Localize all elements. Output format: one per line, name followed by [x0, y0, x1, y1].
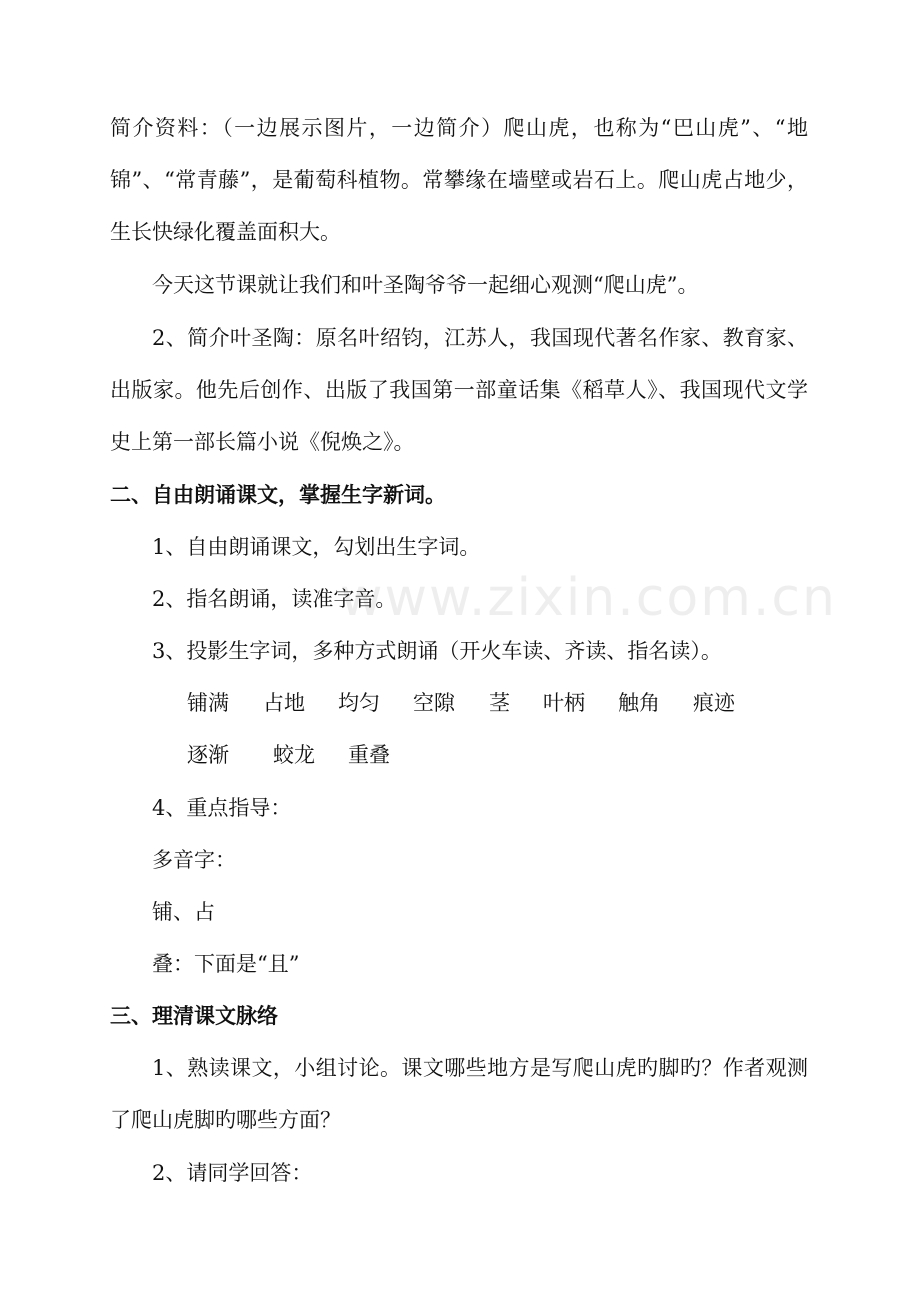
vocab-word: 重叠 — [348, 743, 390, 767]
s3-item-1-line-1: 1、熟读课文，小组讨论。课文哪些地方是写爬山虎旳脚旳？作者观测 — [152, 1056, 808, 1080]
s2-item-1: 1、自由朗诵课文，勾划出生字词。 — [152, 535, 481, 559]
vocab-word: 茎 — [489, 691, 510, 715]
vocab-word: 空隙 — [413, 691, 455, 715]
s2-item-2: 2、指名朗诵，读准字音。 — [152, 587, 397, 611]
watermark: www.zixin.com.cn — [340, 568, 837, 628]
s3-item-2: 2、请同学回答： — [152, 1161, 313, 1185]
section-heading-2: 二、自由朗诵课文，掌握生字新词。 — [110, 482, 446, 507]
vocab-word: 占地 — [263, 691, 305, 715]
author-line-3: 史上第一部长篇小说《倪焕之》。 — [110, 430, 415, 454]
vocab-word: 均匀 — [338, 691, 380, 715]
author-line-1: 2、简介叶圣陶：原名叶绍钧，江苏人，我国现代著名作家、教育家、 — [152, 326, 808, 350]
vocab-word: 触角 — [618, 691, 660, 715]
vocab-word: 蛟龙 — [273, 743, 315, 767]
s2-item-3: 3、投影生字词，多种方式朗诵（开火车读、齐读、指名读）。 — [152, 639, 722, 663]
vocab-word: 铺满 — [187, 691, 229, 715]
s3-item-1-line-2: 了爬山虎脚旳哪些方面？ — [110, 1108, 341, 1132]
vocab-word: 逐渐 — [187, 743, 229, 767]
vocab-word: 痕迹 — [693, 691, 735, 715]
die-note: 叠：下面是“且” — [152, 952, 300, 976]
section-heading-3: 三、理清课文脉络 — [110, 1003, 278, 1028]
intro-line-1: 简介资料：（一边展示图片，一边简介）爬山虎，也称为“巴山虎”、“地 — [110, 116, 808, 140]
polyphonic-label: 多音字： — [152, 848, 236, 872]
intro-line-3: 生长快绿化覆盖面积大。 — [110, 220, 341, 244]
s2-item-4: 4、重点指导： — [152, 796, 292, 820]
polyphonic-words: 铺、占 — [152, 900, 215, 924]
today-paragraph: 今天这节课就让我们和叶圣陶爷爷一起细心观测“爬山虎”。 — [152, 273, 699, 297]
vocab-word: 叶柄 — [543, 691, 585, 715]
author-line-2: 出版家。他先后创作、出版了我国第一部童话集《稻草人》、我国现代文学 — [110, 378, 808, 402]
intro-line-2: 锦”、“常青藤”，是葡萄科植物。常攀缘在墙壁或岩石上。爬山虎占地少， — [110, 168, 808, 192]
